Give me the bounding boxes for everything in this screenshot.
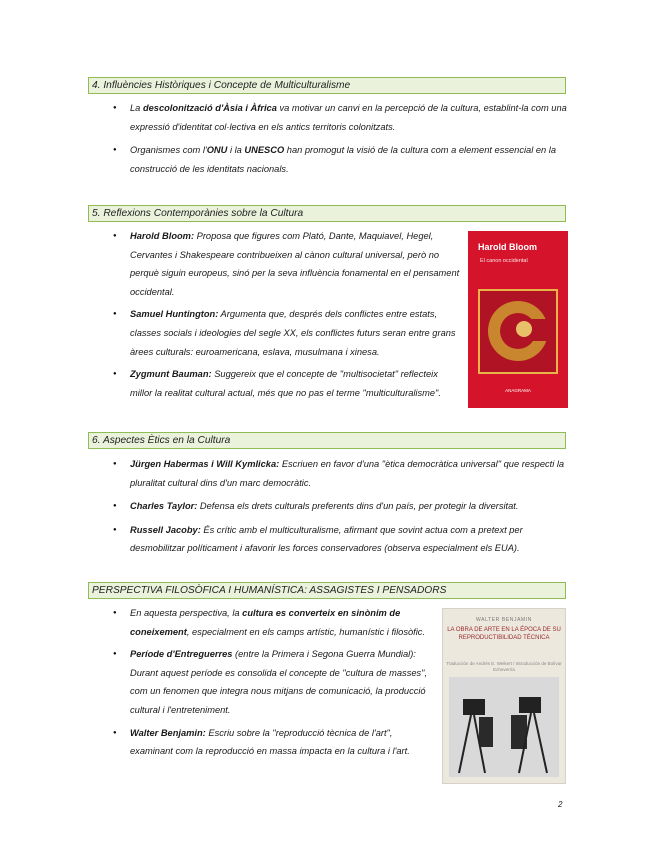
bullet-charles-taylor: ● Charles Taylor: Defensa els drets culturals preferents dins d'un país, per protegir la diversitat. [113,497,568,516]
section-heading-6: 6. Aspectes Ètics en la Cultura [88,432,566,449]
bullet-walter-benjamin: ● Walter Benjamin: Escriu sobre la "reproducció tècnica de l'art", examinant com la reproducció en massa impacta en la cultura i l'art. [113,724,435,761]
bullet-russell-jacoby: ● Russell Jacoby: És crític amb el multiculturalisme, afirmant que sovint actua com a pretext per desmobilitzar políticament i afavorir les forces conservadores (observa especialment els EUA). [113,521,568,558]
book-cover-canon-occidental [468,231,568,408]
section-heading-perspectiva: PERSPECTIVA FILOSÒFICA I HUMANÍSTICA: ASSAGISTES I PENSADORS [88,582,566,599]
bullet-onu-unesco: ● Organismes com l'ONU i la UNESCO han promogut la visió de la cultura com a element essencial en la construcció de les identitats nacionals. [113,141,568,178]
book-cover-author: Harold Bloom [478,242,538,252]
bullet-harold-bloom: ● Harold Bloom: Proposa que figures com Plató, Dante, Maquiavel, Hegel, Cervantes i Shakespeare contribueixen al cànon cultural universal, però no perquè siguin europeus, sinó per la seva influència fonamental en el pensament occidental. [113,227,461,301]
book-cover-note: Traducción de Andrés E. Weikert / Introducción de Bolívar Echeverría [446,661,562,672]
section-heading-4: 4. Influències Històriques i Concepte de Multiculturalisme [88,77,566,94]
bullet-cultura-coneixement: ● En aquesta perspectiva, la cultura es converteix en sinònim de coneixement, especialment en els camps artístic, humanístic i filosòfic. [113,604,435,641]
section-6-list [113,455,568,558]
book-cover-illustration [478,289,558,374]
section-5-list [113,227,461,402]
page-number: 2 [558,800,563,809]
section-perspectiva-list [113,604,435,761]
section-4-list [113,99,568,178]
book-cover-author: WALTER BENJAMIN [476,617,532,623]
book-cover-title: LA OBRA DE ARTE EN LA ÉPOCA DE SU REPRODUCTIBILIDAD TÉCNICA [447,627,561,641]
bullet-decolonization: ● La descolonització d'Àsia i Àfrica va motivar un canvi en la percepció de la cultura, establint-la com una expressió d'identitat col·lectiva en els antics territoris colonitzats. [113,99,568,136]
bullet-samuel-huntington: ● Samuel Huntington: Argumenta que, després dels conflictes entre estats, classes socials i ideologies del segle XX, els conflictes futurs seran entre grans àrees culturals: euroamericana, eslava, musulmana i xinesa. [113,305,461,361]
book-cover-walter-benjamin [442,608,566,784]
section-heading-5: 5. Reflexions Contemporànies sobre la Cultura [88,205,566,222]
book-cover-photo [449,677,559,777]
book-cover-publisher: ANAGRAMA [505,388,531,393]
bullet-zygmunt-bauman: ● Zygmunt Bauman: Suggereix que el concepte de "multisocietat" reflecteix millor la realitat cultural actual, més que no pas el terme "multiculturalisme". [113,365,461,402]
bullet-entreguerres: ● Període d'Entreguerres (entre la Primera i Segona Guerra Mundial): Durant aquest període es consolida el concepte de "cultura de masses", com un fenomen que integra nous mitjans de comunicació, la producció cultural i l'entreteniment. [113,645,435,719]
bullet-habermas-kymlicka: ● Jürgen Habermas i Will Kymlicka: Escriuen en favor d'una "ètica democràtica universal" que respecti la pluralitat cultural dins d'un marc democràtic. [113,455,568,492]
book-cover-subtitle: El canon occidental [480,258,528,264]
